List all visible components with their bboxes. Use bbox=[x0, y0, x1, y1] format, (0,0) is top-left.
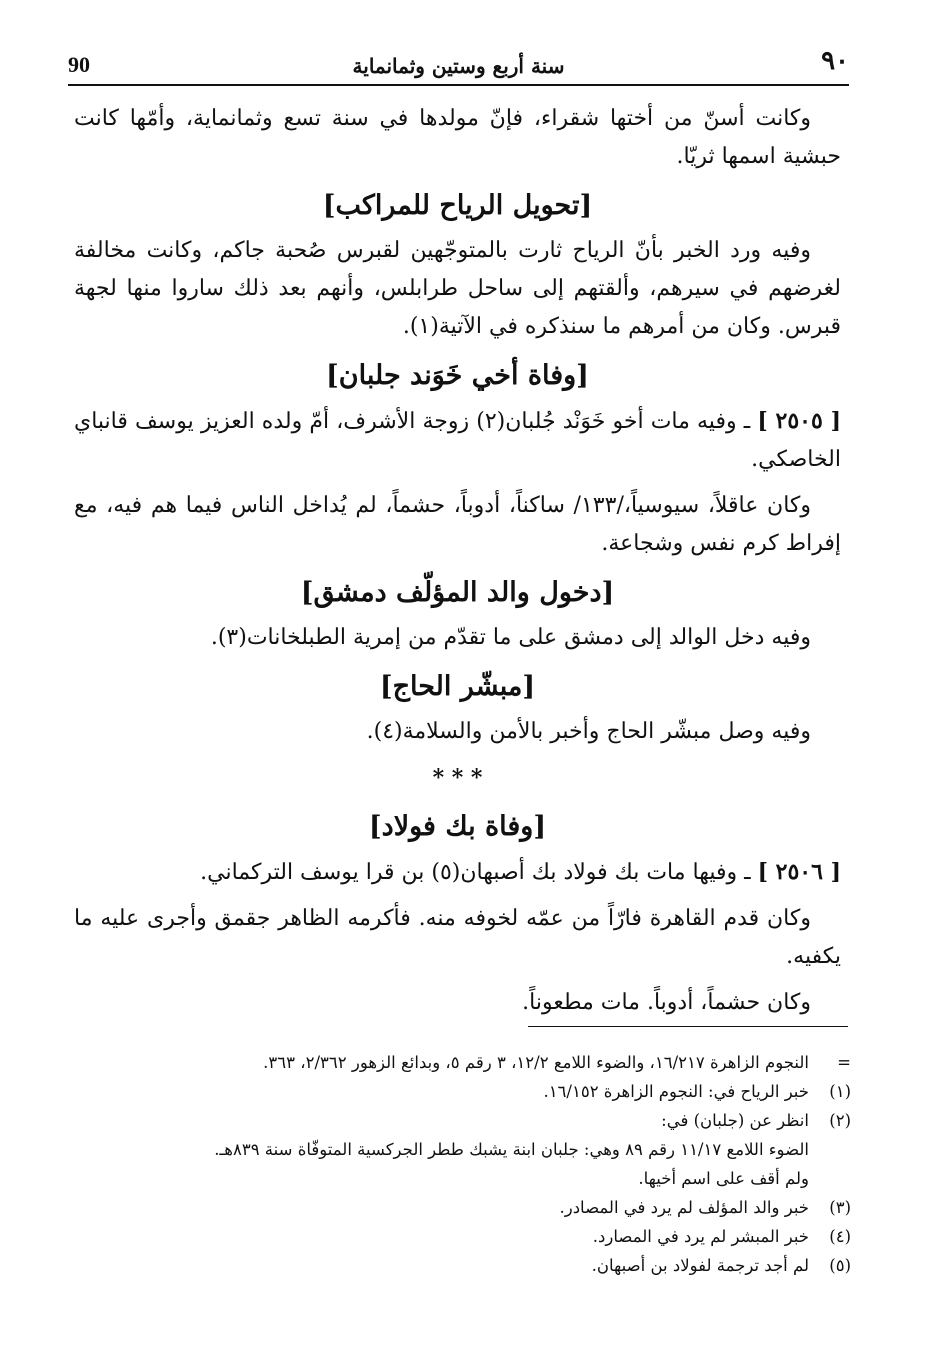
running-title: سنة أربع وستين وثمانماية bbox=[352, 54, 565, 78]
page-number-latin: 90 bbox=[68, 52, 90, 77]
page-number-arabic: ٩٠ bbox=[821, 46, 849, 76]
paragraph: وفيه وصل مبشّر الحاج وأخبر بالأمن والسلامة(٤). bbox=[366, 719, 811, 744]
footnote-text: خبر والد المؤلف لم يرد في المصادر. bbox=[559, 1198, 809, 1217]
entry-paragraph bbox=[74, 853, 841, 892]
entry-number: [ ٢٥٠٥ ] bbox=[757, 408, 841, 434]
section-heading: [دخول والد المؤلّف دمشق] bbox=[300, 577, 615, 608]
footnote bbox=[150, 1251, 851, 1280]
footnotes bbox=[150, 1048, 851, 1280]
paragraph: وكان حشماً، أدوباً. مات مطعوناً. bbox=[522, 990, 811, 1015]
page-header bbox=[68, 40, 849, 86]
footnote bbox=[150, 1193, 851, 1222]
footnote-mark: = bbox=[837, 1053, 851, 1072]
footnote bbox=[150, 1106, 851, 1193]
footnote-text: لم أجد ترجمة لفولاد بن أصبهان. bbox=[591, 1256, 809, 1275]
footnote-text: خبر الرياح في: النجوم الزاهرة ١٦/١٥٢. bbox=[543, 1082, 809, 1101]
main-text bbox=[74, 100, 841, 1030]
footnote-mark: (٢) bbox=[829, 1111, 851, 1130]
footnote-text: النجوم الزاهرة ١٦/٢١٧، والضوء اللامع ١٢/٢، ٣ رقم ٥، وبدائع الزهور ٢/٣٦٢، ٣٦٣. bbox=[263, 1053, 809, 1072]
footnote-text: خبر المبشر لم يرد في المصارد. bbox=[592, 1227, 809, 1246]
entry-number: [ ٢٥٠٦ ] bbox=[757, 859, 841, 885]
footnote-mark: (٤) bbox=[829, 1227, 851, 1246]
section-heading: [مبشّر الحاج] bbox=[379, 671, 536, 702]
footnote-mark: (٥) bbox=[829, 1256, 851, 1275]
section-heading: [وفاة بك فولاد] bbox=[368, 811, 547, 842]
footnote bbox=[150, 1048, 851, 1077]
footnote-text: انظر عن (جلبان) في: bbox=[661, 1111, 809, 1130]
footnote-separator bbox=[528, 1026, 848, 1027]
paragraph: وكان عاقلاً، سيوسياً،/١٣٣/ ساكناً، أدوباً، حشماً، لم يُداخل الناس فيما هم فيه، مع إفراط كرم نفس وشجاعة. bbox=[74, 493, 841, 556]
footnote-text: ولم أقف على اسم أخيها. bbox=[638, 1169, 809, 1188]
entry-paragraph bbox=[74, 402, 841, 479]
footnote bbox=[150, 1222, 851, 1251]
section-heading: [تحويل الرياح للمراكب] bbox=[322, 190, 593, 221]
paragraph: وفيه دخل الوالد إلى دمشق على ما تقدّم من إمرية الطبلخانات(٣). bbox=[210, 625, 811, 650]
footnote-text: الضوء اللامع ١١/١٧ رقم ٨٩ وهي: جلبان ابنة يشبك ططر الجركسية المتوفّاة سنة ٨٣٩هـ. bbox=[214, 1140, 809, 1159]
entry-text: ـ وفيه مات أخو خَوَنْد جُلبان(٢) زوجة الأشرف، أمّ ولده العزيز يوسف قانباي الخاصكي. bbox=[74, 409, 841, 472]
paragraph: وفيه ورد الخبر بأنّ الرياح ثارت بالمتوجّهين لقبرس صُحبة جاكم، وكانت مخالفة لغرضهم في سيرهم، وألقتهم إلى ساحل طرابلس، وأنهم بعد ذلك ساروا منها لجهة قبرس. وكان من أمرهم ما سنذكره في الآتية(١). bbox=[74, 238, 841, 339]
section-heading: [وفاة أخي خَوَند جلبان] bbox=[326, 360, 589, 391]
footnote bbox=[150, 1077, 851, 1106]
footnote-mark: (٣) bbox=[829, 1198, 851, 1217]
paragraph: وكانت أسنّ من أختها شقراء، فإنّ مولدها في سنة تسع وثمانماية، وأمّها كانت حبشية اسمها ثريّا. bbox=[74, 106, 841, 169]
entry-text: ـ وفيها مات بك فولاد بك أصبهان(٥) بن قرا يوسف التركماني. bbox=[200, 860, 751, 885]
section-divider: * * * bbox=[432, 765, 483, 791]
paragraph: وكان قدم القاهرة فارّاً من عمّه لخوفه منه. فأكرمه الظاهر جقمق وأجرى عليه ما يكفيه. bbox=[74, 906, 841, 969]
footnote-mark: (١) bbox=[829, 1082, 851, 1101]
